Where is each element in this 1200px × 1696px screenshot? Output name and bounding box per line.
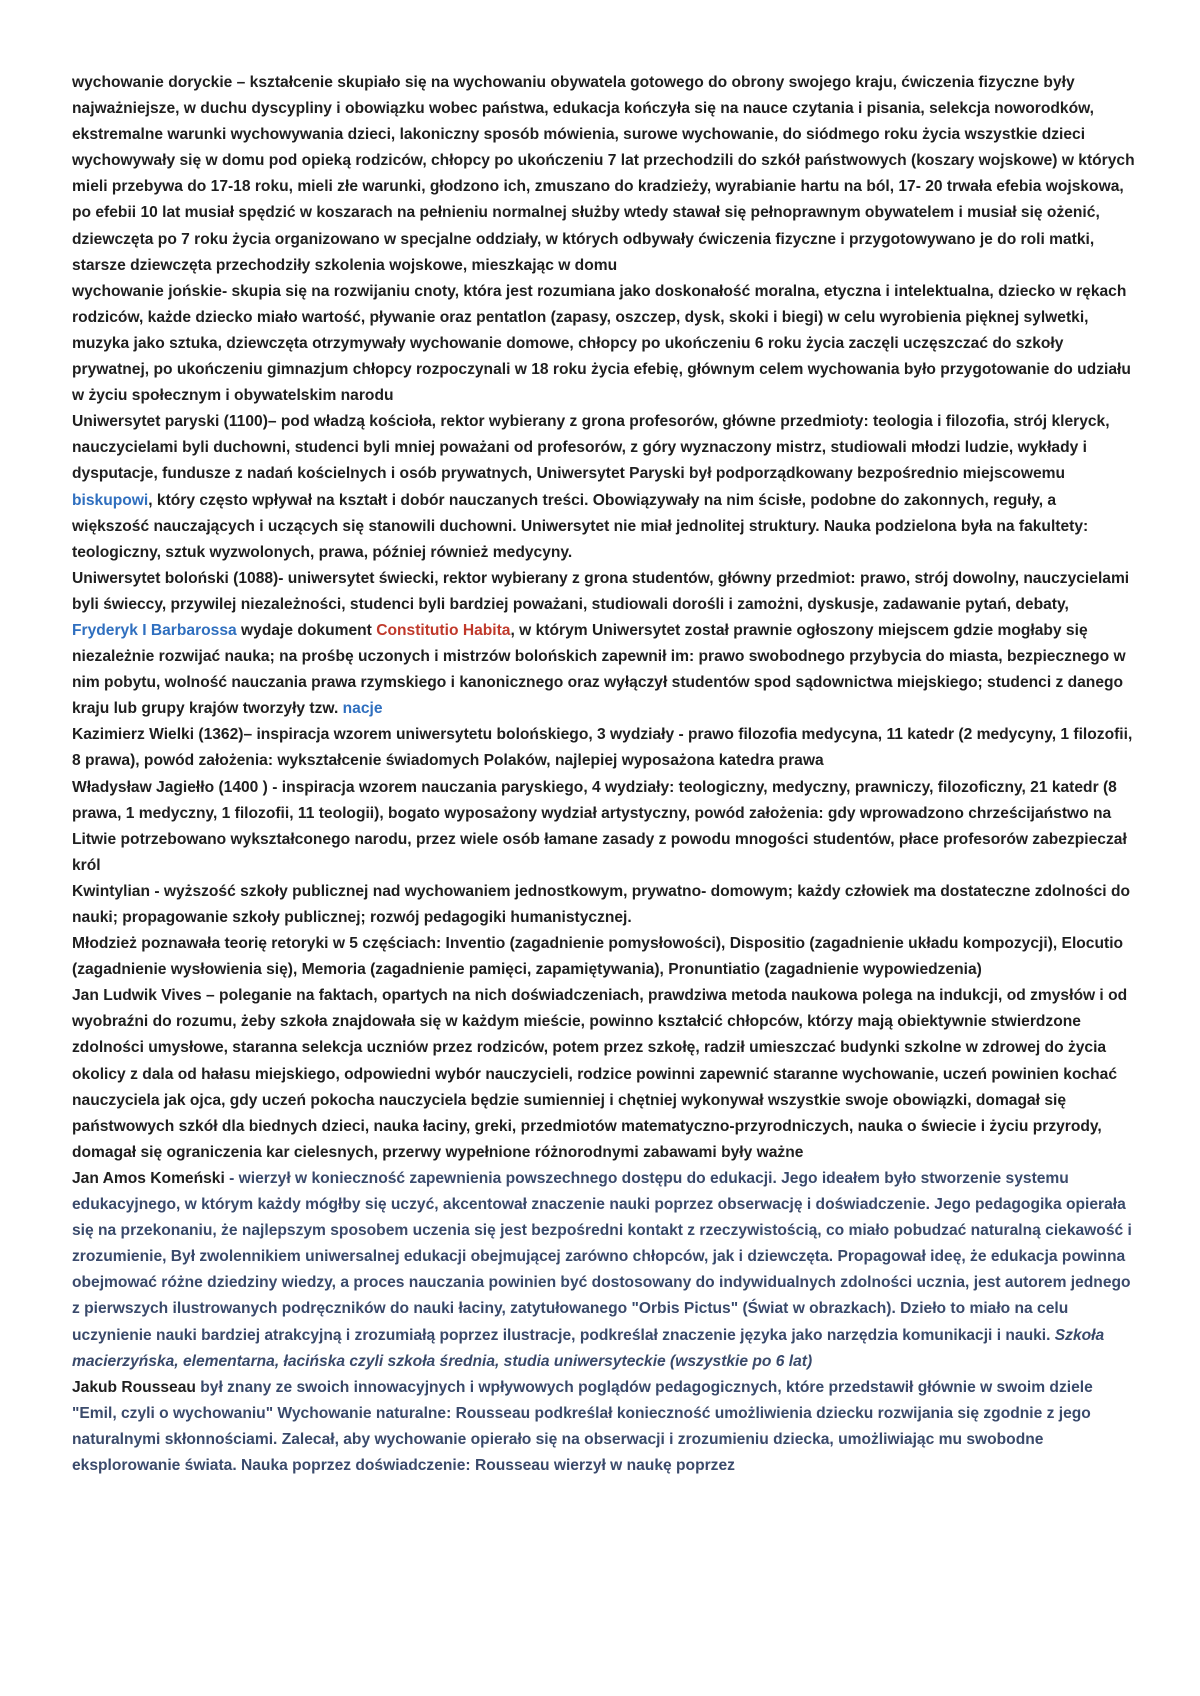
term-paryski: Uniwersytet paryski (1100) (72, 413, 268, 431)
paragraph-jagiello (72, 775, 1136, 879)
link-biskupowi[interactable]: biskupowi (72, 491, 149, 509)
text-kwintylian: - wyższość szkoły publicznej nad wychowaniem jednostkowym, prywatno- domowym; każdy człowiek ma dostateczne zdolności do nauki; propagowanie szkoły publicznej; rozwój pedagogiki humanistycznej. (72, 882, 1130, 926)
term-rousseau: Jakub Rousseau (72, 1378, 196, 1396)
paragraph-paryski (72, 409, 1136, 566)
paragraph-kazimierz (72, 722, 1136, 774)
text-bolonski-1: - uniwersytet świecki, rektor wybierany z grona studentów, główny przedmiot: prawo, strój dowolny, nauczycielami byli świeccy, przywilej niezależności, studenci byli bardziej poważani, studiowali dorośli i zamożni, dyskusje, zadawanie pytań, debaty, (72, 569, 1130, 613)
paragraph-retoryka (72, 931, 1136, 983)
text-komenski: - wierzył w konieczność zapewnienia powszechnego dostępu do edukacji. Jego ideałem było stworzenie systemu edukacyjnego, w którym każdy mógłby się uczyć, akcentował znaczenie nauki poprzez obserwację i doświadczenie. Jego pedagogika opierała się na przekonaniu, że najlepszym sposobem uczenia się jest bezpośredni kontakt z rzeczywistością, co miało pobudzać naturalną ciekawość i zrozumienie, Był zwolennikiem uniwersalnej edukacji obejmującej zarówno chłopców, jak i dziewczęta. Propagował ideę, że edukacja powinna obejmować różne dziedziny wiedzy, a proces nauczania powinien być dostosowany do indywidualnych zdolności ucznia, jest autorem jednego z pierwszych ilustrowanych podręczników do nauki łaciny, zatytułowanego "Orbis Pictus" (Świat w obrazkach). Dzieło to miało na celu uczynienie nauki bardziej atrakcyjną i zrozumiałą poprzez ilustracje, podkreślał znaczenie języka jako narzędzia komunikacji i nauki. (72, 1169, 1132, 1344)
paragraph-vives (72, 983, 1136, 1166)
paragraph-komenski (72, 1166, 1136, 1375)
term-bolonski: Uniwersytet boloński (1088) (72, 569, 279, 587)
term-doryckie: wychowanie doryckie (72, 74, 233, 91)
text-kazimierz: – inspiracja wzorem uniwersytetu bolońskiego, 3 wydziały - prawo filozofia medycyna, 11 katedr (2 medycyny, 1 filozofii, 8 prawa), powód założenia: wykształcenie świadomych Polaków, najlepiej wyposażona katedra prawa (72, 726, 1133, 770)
text-bolonski-2: wydaje dokument (236, 621, 377, 639)
paragraph-jonskie (72, 279, 1136, 409)
term-komenski: Jan Amos Komeński (72, 1169, 225, 1187)
text-retoryka: Młodzież poznawała teorię retoryki w 5 częściach: Inventio (zagadnienie pomysłowości), Dispositio (zagadnienie układu kompozycji), Elocutio (zagadnienie wysłowienia się), Memoria (zagadnienie pamięci, zapamiętywania), Pronuntiatio (zagadnienie wypowiedzenia) (72, 935, 1124, 979)
term-vives: Jan Ludwik Vives (72, 987, 202, 1005)
term-kwintylian: Kwintylian (72, 882, 150, 900)
link-constitutio-habita[interactable]: Constitutio Habita (376, 621, 511, 639)
paragraph-bolonski (72, 566, 1136, 723)
text-vives: – poleganie na faktach, opartych na nich doświadczeniach, prawdziwa metoda naukowa polega na indukcji, od zmysłów i od wyobraźni do rozumu, żeby szkoła znajdowała się w każdym mieście, powinno kształcić chłopców, którzy mają obiektywnie stwierdzone zdolności umysłowe, staranna selekcja uczniów przez rodziców, potem przez szkołę, radził umieszczać budynki szkolne w zdrowej do życia okolicy z dala od hałasu miejskiego, odpowiedni wybór nauczycieli, rodzice powinni zapewnić staranne wychowanie, uczeń powinien kochać nauczyciela jak ojca, gdy uczeń pokocha nauczyciela będzie sumienniej i chętniej wykonywał wszystkie swoje obowiązki, domagał się państwowych szkół dla biednych dzieci, nauka łaciny, greki, przedmiotów matematyczno-przyrodniczych, nauka o świecie i życiu przyrody, domagał się ograniczenia kar cielesnych, przerwy wypełnione różnorodnymi zabawami były ważne (72, 987, 1128, 1161)
paragraph-rousseau (72, 1375, 1136, 1479)
text-jagiello: - inspiracja wzorem nauczania paryskiego, 4 wydziały: teologiczny, medyczny, prawniczy, filozoficzny, 21 katedr (8 prawa, 1 medyczny, 1 filozofii, 11 teologii), bogato wyposażony wydział artystyczny, powód założenia: gdy wprowadzono chrześcijaństwo na Litwie potrzebowano wykształconego narodu, przez wiele osób łamane zasady z powodu mnogości studentów, płace profesorów zabezpieczał król (72, 778, 1127, 874)
text-doryckie: – kształcenie skupiało się na wychowaniu obywatela gotowego do obrony swojego kraju, ćwiczenia fizyczne były najważniejsze, w duchu dyscypliny i obowiązku wobec państwa, edukacja kończyła się na nauce czytania i pisania, selekcja noworodków, ekstremalne warunki wychowywania dzieci, lakoniczny sposób mówienia, surowe wychowanie, do siódmego roku życia wszystkie dzieci wychowywały się w domu pod opieką rodziców, chłopcy po ukończeniu 7 lat przechodzili do szkół państwowych (koszary wojskowe) w których mieli przebywa do 17-18 roku, mieli złe warunki, głodzono ich, zmuszano do kradzieży, wyrabianie hartu na ból, 17- 20 trwała efebia wojskowa, po efebii 10 lat musiał spędzić w koszarach na pełnieniu normalnej służby wtedy stawał się pełnoprawnym obywatelem i musiał się ożenić, dziewczęta po 7 roku życia organizowano w specjalne oddziały, w których odbywały ćwiczenia fizyczne i przygotowywano je do roli matki, starsze dziewczęta przechodziły szkolenia wojskowe, mieszkając w domu (72, 74, 1135, 274)
text-paryski-2: , który często wpływał na kształt i dobór nauczanych treści. Obowiązywały na nim ścisłe, podobne do zakonnych, reguły, a większość nauczających i uczących się stanowili duchowni. Uniwersytet nie miał jednolitej struktury. Nauka podzielona była na fakultety: teologiczny, sztuk wyzwolonych, prawa, później również medycyny. (72, 491, 1089, 561)
text-rousseau: był znany ze swoich innowacyjnych i wpływowych poglądów pedagogicznych, które przedstawił głównie w swoim dziele "Emil, czyli o wychowaniu" Wychowanie naturalne: Rousseau podkreślał konieczność umożliwienia dziecku rozwijania się zgodnie z jego naturalnymi skłonnościami. Zalecał, aby wychowanie opierało się na obserwacji i zrozumieniu dziecka, umożliwiając mu swobodne eksplorowanie świata. Nauka poprzez doświadczenie: Rousseau wierzył w naukę poprzez (72, 1378, 1093, 1474)
text-paryski-1: – pod władzą kościoła, rektor wybierany z grona profesorów, główne przedmioty: teologia i filozofia, strój kleryck, nauczycielami byli duchowni, studenci byli mniej poważani od profesorów, z góry wyznaczony mistrz, studiowali młodzi ludzie, wykłady i dysputacje, fundusze z nadań kościelnych i osób prywatnych, Uniwersytet Paryski był podporządkowany bezpośrednio miejscowemu (72, 413, 1110, 483)
term-kazimierz: Kazimierz Wielki (1362) (72, 726, 244, 744)
term-jagiello: Władysław Jagiełło (1400 ) (72, 778, 268, 796)
text-jonskie: - skupia się na rozwijaniu cnoty, która jest rozumiana jako doskonałość moralna, etyczna i intelektualna, dziecko w rękach rodziców, każde dziecko miało wartość, pływanie oraz pentatlon (zapasy, oszczep, dysk, skoki i biegi) w celu wyrobienia pięknej sylwetki, muzyka jako sztuka, dziewczęta otrzymywały wychowanie domowe, chłopcy po ukończeniu 6 roku życia zaczęli uczęszczać do szkoły prywatnej, po ukończeniu gimnazjum chłopcy rozpoczynali w 18 roku życia efebię, głównym celem wychowania było przygotowanie do udziału w życiu społecznym i obywatelskim narodu (72, 282, 1131, 405)
term-jonskie: wychowanie jońskie (72, 282, 222, 300)
paragraph-kwintylian (72, 879, 1136, 931)
text-komenski-italic: Szkoła macierzyńska, elementarna, łacińska czyli szkoła średnia, studia uniwersyteckie (wszystkie po 6 lat) (72, 1326, 1105, 1370)
link-nacje[interactable]: nacje (342, 700, 383, 718)
paragraph-doryckie (72, 70, 1136, 279)
link-barbarossa[interactable]: Fryderyk I Barbarossa (72, 621, 237, 639)
text-bolonski-3: , w którym Uniwersytet został prawnie ogłoszony miejscem gdzie mogłaby się niezależnie rozwijać nauka; na prośbę uczonych i mistrzów bolońskich zapewnił im: prawo swobodnego przybycia do miasta, bezpiecznego w nim pobytu, wolność nauczania prawa rzymskiego i kanonicznego oraz wyłączył studentów spod sądownictwa miejskiego; studenci z danego kraju lub grupy krajów tworzyły tzw. (72, 621, 1126, 718)
